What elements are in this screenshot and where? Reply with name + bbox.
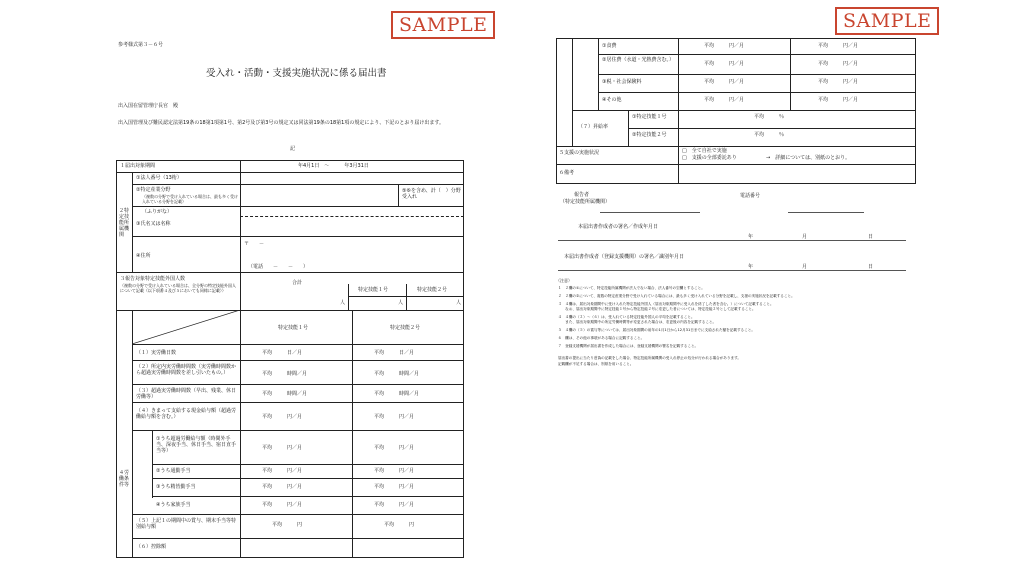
- cond-head-1: 特定技能１号: [278, 325, 309, 331]
- cond-val-8b: 平均 円／月: [374, 502, 415, 508]
- name-label: ③氏名又は名称: [136, 221, 171, 227]
- deduct-food-val-2: 平均 円／月: [818, 43, 859, 49]
- ki-label: 記: [290, 146, 296, 152]
- cond-val-7a: 平均 円／月: [262, 484, 303, 490]
- footer-note-1: 届出書の提出に当たり虚偽の記載をした場合、特定技能所属機関の受入れ停止の処分が行われる場合があります。: [558, 356, 741, 360]
- cond-row-4-4: ④うち家族手当: [156, 502, 191, 508]
- raise-rate-row-2: ②特定技能２号: [632, 132, 667, 138]
- cond-val-7b: 平均 円／月: [374, 484, 415, 490]
- cond-val-4b: 平均 円／月: [374, 414, 415, 420]
- furigana-label: （ふりがな）: [142, 209, 173, 215]
- sig2-month: 月: [802, 264, 808, 270]
- total-head: 合計: [292, 280, 303, 286]
- deduct-other-val-1: 平均 円／月: [704, 97, 745, 103]
- form-page-left: [112, 0, 484, 576]
- corp-number-label: ①法人番号（13桁）: [136, 175, 182, 181]
- cond-val-8a: 平均 円／月: [262, 502, 303, 508]
- industry-count: ⑤⑥を含め、計（ ）分野受入れ: [402, 188, 461, 200]
- conditions-label: ４労働条件等: [119, 470, 130, 488]
- total-unit: 人: [340, 300, 346, 306]
- reporter-label: 報告者: [574, 192, 590, 198]
- cond-row-4-2: ②うち通勤手当: [156, 468, 191, 474]
- deduct-tax-val-2: 平均 円／月: [818, 79, 859, 85]
- worker-count-note: （複数の分野で受け入れている場合は、全分野の特定技能外国人について記載（以下項番４及び５においても同様に記載））: [120, 283, 236, 293]
- reporter-org: （特定技能所属機関）: [560, 199, 611, 205]
- note-6: ６ 欄は、その他の事項がある場合に記載すること。: [558, 336, 645, 340]
- cond-val-6a: 平均 円／月: [262, 468, 303, 474]
- cond-val-1a: 平均 日／月: [262, 350, 303, 356]
- cond-val-5b: 平均 円／月: [374, 445, 415, 451]
- cond-row-3: （３）超過実労働時間数（早出、残業、休日労働等）: [136, 388, 237, 400]
- org-label: ２特定技能所属機関: [119, 208, 130, 238]
- phone-label: 電話番号: [740, 193, 761, 199]
- tokutei2-head: 特定技能２号: [417, 287, 448, 293]
- intro-text: 出入国管理及び難民認定法第19条の18第1項第1号、第2号及び第3号の規定又は同法第19条の18第1項の規定により、下記のとおり届け出ます。: [118, 120, 444, 126]
- signature-2-label: 本届出書作成者（登録支援機関）の署名／識別年月日: [564, 254, 685, 260]
- industry-label: ②特定産業分野: [136, 187, 171, 193]
- deduct-other: ④その他: [602, 97, 622, 103]
- support-detail-note: → 詳細については、別紙のとおり。: [766, 155, 851, 161]
- cond-val-2b: 平均 時間／月: [374, 371, 420, 377]
- sig1-year: 年: [748, 234, 754, 240]
- raise-rate-row-1: ①特定技能１号: [632, 114, 667, 120]
- footer-note-2: 記載欄が不足する場合は、別紙を用いること。: [558, 362, 634, 366]
- note-4b: また、届出対象期間中の所定労働時間等が変更された場合は、変更後の内容を記載すること。: [558, 320, 717, 324]
- form-page-right: [544, 0, 930, 576]
- cond-head-2: 特定技能２号: [390, 325, 421, 331]
- cond-val-5a: 平均 円／月: [262, 445, 303, 451]
- note-3b: なお、届出対象期間中に特定技能１号から特定技能２号に変更した者については、特定技能２号として記載すること。: [558, 307, 756, 311]
- note-2: ２ ２欄の②について、複数の特定産業分野で受け入れている場合には、最も多く受け入れている分野を記載し、支援の実施状況を記載すること。: [558, 294, 795, 298]
- cond-val-4a: 平均 円／月: [262, 414, 303, 420]
- notes-heading: （注意）: [556, 278, 572, 283]
- cond-val-1b: 平均 日／月: [374, 350, 415, 356]
- note-7: ７ 登録支援機関が届出書を作成した場合には、登録支援機関の署名を記載すること。: [558, 344, 699, 348]
- addressee: 出入国在留管理庁長官 殿: [118, 103, 179, 109]
- sample-stamp-right: SAMPLE: [835, 7, 939, 35]
- form-title: 受入れ・活動・支援実施状況に係る届出書: [206, 68, 387, 79]
- worker-count-label: ３報告対象特定技能外国人数: [120, 276, 186, 282]
- raise-rate-val-2: 平均 ％: [754, 132, 785, 138]
- cond-val-9b: 平均 円: [384, 522, 415, 528]
- note-5: ５ ４欄の（５）の賞与等については、届出対象期間の前年の1月1日から12月31日までに支給された額を記載すること。: [558, 328, 755, 332]
- deduct-housing-val-1: 平均 円／月: [704, 61, 745, 67]
- cond-row-6: （６）控除額: [136, 544, 167, 550]
- cond-row-4-3: ③うち精皆勤手当: [156, 484, 196, 490]
- support-option-self[interactable]: □ 全て自社で実施: [682, 148, 727, 154]
- form-number: 参考様式第３－６号: [118, 42, 164, 48]
- tokutei1-unit: 人: [398, 300, 404, 306]
- period-label: １届出対象期間: [120, 163, 156, 169]
- deduct-food: ①食費: [602, 43, 617, 49]
- address-label: ④住所: [136, 253, 151, 259]
- sig2-year: 年: [748, 264, 754, 270]
- diagonal-slash: [132, 310, 240, 344]
- cond-row-4-1: ①うち超過労働給与額（時間外手当、深夜手当、休日手当、宿日直手当等）: [156, 436, 237, 454]
- support-status-label: ５支援の実施状況: [559, 150, 600, 156]
- phone-field: （電話 － － ）: [248, 264, 309, 270]
- deduct-housing-val-2: 平均 円／月: [818, 61, 859, 67]
- raise-rate-label: （７）昇給率: [578, 124, 609, 130]
- deduct-tax-val-1: 平均 円／月: [704, 79, 745, 85]
- cond-val-9a: 平均 円: [272, 522, 303, 528]
- cond-val-3b: 平均 時間／月: [374, 391, 420, 397]
- sig2-day: 日: [868, 264, 874, 270]
- support-option-outsourced[interactable]: □ 支援の全部委託あり: [682, 155, 737, 161]
- note-4: ４ ４欄の（２）～（６）は、受入れている特定技能外国人の平均を記載すること。: [558, 315, 695, 319]
- remarks-label: ６備考: [559, 170, 575, 176]
- cond-row-4: （４）きまって支給する現金給与額（超過労働給与額を含む。）: [136, 408, 237, 420]
- signature-1-label: 本届出書作成者の署名／作成年月日: [578, 224, 659, 230]
- cond-row-5: （５）上記１の期間中の賞与、期末手当等特別給与額: [136, 518, 237, 530]
- sig1-month: 月: [802, 234, 808, 240]
- deduct-tax: ③税・社会保険料: [602, 79, 642, 85]
- tokutei2-unit: 人: [456, 300, 462, 306]
- cond-val-3a: 平均 時間／月: [262, 391, 308, 397]
- tokutei1-head: 特定技能１号: [358, 287, 389, 293]
- raise-rate-val-1: 平均 ％: [754, 114, 785, 120]
- sample-stamp-left: SAMPLE: [391, 11, 495, 39]
- deduct-other-val-2: 平均 円／月: [818, 97, 859, 103]
- main-table: [116, 160, 464, 558]
- period-value: 年4月1日 ～ 年3月31日: [298, 163, 369, 169]
- deduct-housing: ②居住費（水道・光熱費含む。）: [602, 57, 674, 63]
- industry-note: （複数の分野で受け入れている場合は、最も多く受け入れている分野を記載）: [142, 194, 238, 204]
- note-1: １ ２欄の①について、特定技能所属機関が法人でない場合、法人番号の空欄とすること。: [558, 286, 705, 290]
- sig1-day: 日: [868, 234, 874, 240]
- postal-code: 〒 －: [244, 241, 265, 247]
- note-3: ３ ４欄は、届出対象期間中に受け入れた特定技能外国人（届出対象期間中に受入れを終了した者を含む。）について記載すること。: [558, 302, 774, 306]
- cond-row-1: （１）実労働日数: [136, 350, 177, 356]
- cond-row-2: （２）所定内実労働時間数（実労働時間数から超過実労働時間数を差し引いたもの。）: [136, 364, 237, 376]
- cond-val-2a: 平均 時間／月: [262, 371, 308, 377]
- deduct-food-val-1: 平均 円／月: [704, 43, 745, 49]
- cond-val-6b: 平均 円／月: [374, 468, 415, 474]
